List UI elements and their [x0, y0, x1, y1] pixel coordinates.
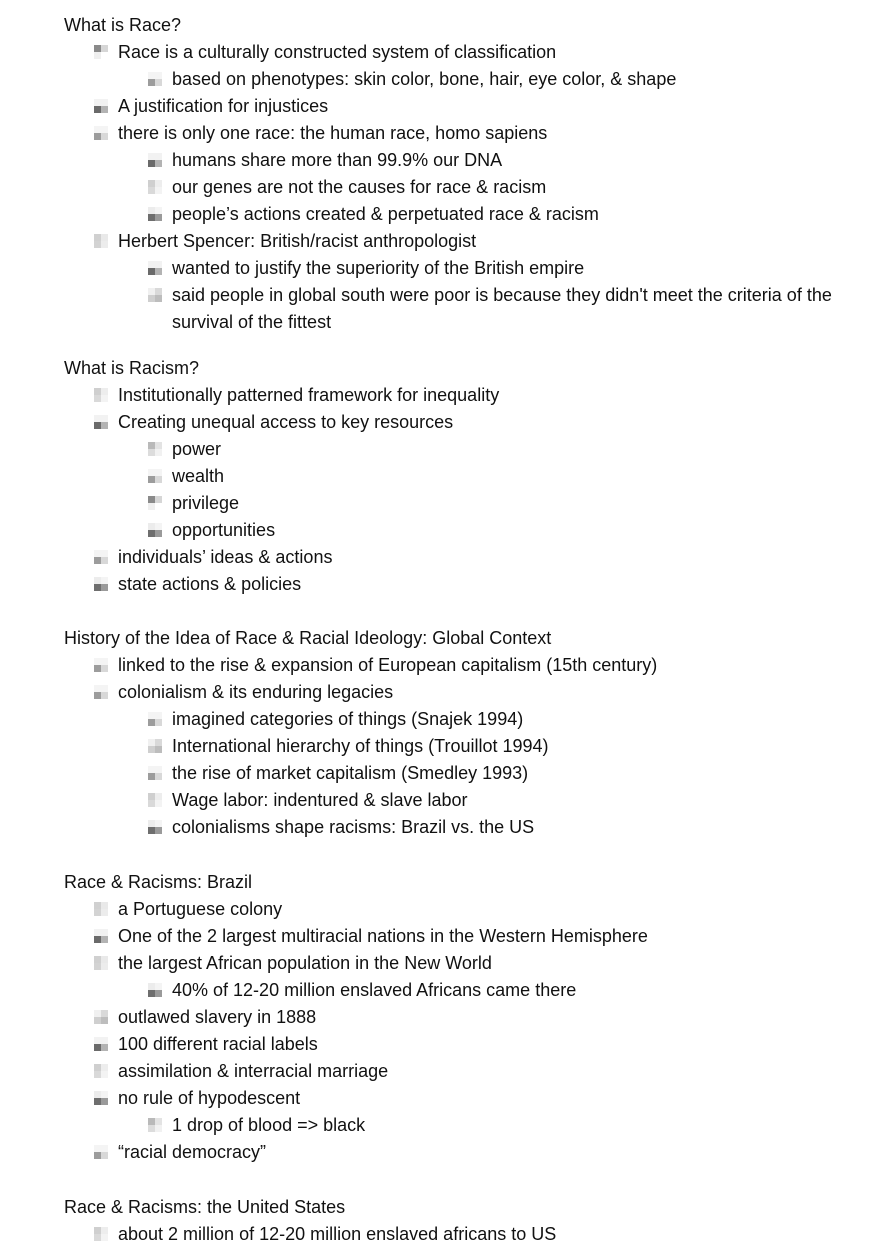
square-bullet-icon — [94, 1227, 108, 1241]
item-text: Institutionally patterned framework for inequality — [118, 385, 500, 405]
item-text: colonialism & its enduring legacies — [118, 682, 394, 702]
item-text: wealth — [172, 466, 225, 486]
item-text: assimilation & interracial marriage — [118, 1061, 389, 1081]
item-text: state actions & policies — [118, 574, 302, 594]
item-text: based on phenotypes: skin color, bone, hair, eye color, & shape — [172, 69, 677, 89]
item-text: linked to the rise & expansion of European capitalism (15th century) — [118, 655, 658, 675]
section-what-is-racism — [64, 355, 844, 598]
item-text: Creating unequal access to key resources — [118, 412, 454, 432]
square-bullet-icon — [148, 712, 162, 726]
square-bullet-icon — [94, 550, 108, 564]
square-bullet-icon — [94, 1010, 108, 1024]
square-bullet-icon — [148, 207, 162, 221]
item-text: a Portuguese colony — [118, 899, 283, 919]
sub-bullet-item — [64, 66, 844, 93]
sub-bullet-item — [64, 463, 844, 490]
square-bullet-icon — [94, 1091, 108, 1105]
bullet-item — [64, 1004, 844, 1031]
item-text: colonialisms shape racisms: Brazil vs. the US — [172, 817, 535, 837]
bullet-item — [64, 571, 844, 598]
bullet-item — [64, 1085, 844, 1112]
square-bullet-icon — [148, 469, 162, 483]
sub-bullet-item — [64, 282, 844, 336]
section-brazil — [64, 869, 844, 1166]
bullet-item — [64, 1031, 844, 1058]
sub-bullet-item — [64, 814, 844, 841]
sub-bullet-item — [64, 201, 844, 228]
bullet-item — [64, 1139, 844, 1166]
square-bullet-icon — [148, 820, 162, 834]
bullet-item — [64, 923, 844, 950]
section-history-of-race — [64, 625, 844, 841]
square-bullet-icon — [148, 523, 162, 537]
item-text: opportunities — [172, 520, 276, 540]
item-text: “racial democracy” — [118, 1142, 267, 1162]
square-bullet-icon — [148, 739, 162, 753]
section-heading: Race & Racisms: Brazil — [64, 872, 253, 892]
sub-bullet-item — [64, 147, 844, 174]
sub-bullet-item — [64, 490, 844, 517]
square-bullet-icon — [148, 983, 162, 997]
bullet-item — [64, 120, 844, 147]
item-text: no rule of hypodescent — [118, 1088, 301, 1108]
square-bullet-icon — [94, 1064, 108, 1078]
bullet-item — [64, 39, 844, 66]
item-text: 1 drop of blood => black — [172, 1115, 366, 1135]
square-bullet-icon — [94, 234, 108, 248]
square-bullet-icon — [94, 577, 108, 591]
item-text: outlawed slavery in 1888 — [118, 1007, 317, 1027]
bullet-item — [64, 679, 844, 706]
item-text: Herbert Spencer: British/racist anthropologist — [118, 231, 477, 251]
bullet-item — [64, 409, 844, 436]
sub-bullet-item — [64, 436, 844, 463]
square-bullet-icon — [148, 180, 162, 194]
bullet-item — [64, 228, 844, 255]
square-bullet-icon — [148, 153, 162, 167]
bullet-item — [64, 652, 844, 679]
item-text: 100 different racial labels — [118, 1034, 318, 1054]
section-what-is-race — [64, 12, 844, 336]
sub-bullet-item — [64, 517, 844, 544]
square-bullet-icon — [94, 415, 108, 429]
bullet-item — [64, 950, 844, 977]
square-bullet-icon — [94, 45, 108, 59]
square-bullet-icon — [94, 126, 108, 140]
square-bullet-icon — [94, 929, 108, 943]
section-heading: What is Race? — [64, 15, 182, 35]
item-text: said people in global south were poor is because they didn't meet the criteria of the survival of the fittest — [172, 285, 832, 332]
bullet-item — [64, 382, 844, 409]
square-bullet-icon — [148, 261, 162, 275]
bullet-item — [64, 1058, 844, 1085]
sub-bullet-item — [64, 1112, 844, 1139]
bullet-item — [64, 1221, 844, 1248]
section-united-states — [64, 1194, 844, 1248]
square-bullet-icon — [94, 1037, 108, 1051]
item-text: wanted to justify the superiority of the British empire — [172, 258, 585, 278]
item-text: people’s actions created & perpetuated race & racism — [172, 204, 599, 224]
sub-bullet-item — [64, 733, 844, 760]
square-bullet-icon — [94, 99, 108, 113]
item-text: individuals’ ideas & actions — [118, 547, 333, 567]
square-bullet-icon — [94, 685, 108, 699]
item-text: the rise of market capitalism (Smedley 1993) — [172, 763, 529, 783]
bullet-item — [64, 544, 844, 571]
sub-bullet-item — [64, 174, 844, 201]
item-text: One of the 2 largest multiracial nations in the Western Hemisphere — [118, 926, 648, 946]
square-bullet-icon — [148, 1118, 162, 1132]
item-text: International hierarchy of things (Trouillot 1994) — [172, 736, 549, 756]
square-bullet-icon — [94, 388, 108, 402]
square-bullet-icon — [94, 1145, 108, 1159]
sub-bullet-item — [64, 977, 844, 1004]
item-text: A justification for injustices — [118, 96, 329, 116]
square-bullet-icon — [94, 902, 108, 916]
item-text: 40% of 12-20 million enslaved Africans came there — [172, 980, 577, 1000]
item-text: about 2 million of 12-20 million enslaved africans to US — [118, 1224, 557, 1244]
square-bullet-icon — [148, 793, 162, 807]
bullet-item — [64, 896, 844, 923]
item-text: privilege — [172, 493, 240, 513]
square-bullet-icon — [148, 496, 162, 510]
item-text: Wage labor: indentured & slave labor — [172, 790, 468, 810]
sub-bullet-item — [64, 787, 844, 814]
square-bullet-icon — [148, 442, 162, 456]
section-heading: What is Racism? — [64, 358, 200, 378]
square-bullet-icon — [94, 956, 108, 970]
item-text: Race is a culturally constructed system of classification — [118, 42, 557, 62]
item-text: imagined categories of things (Snajek 1994) — [172, 709, 524, 729]
section-heading: History of the Idea of Race & Racial Ideology: Global Context — [64, 628, 552, 648]
square-bullet-icon — [148, 72, 162, 86]
item-text: power — [172, 439, 222, 459]
square-bullet-icon — [148, 766, 162, 780]
square-bullet-icon — [94, 658, 108, 672]
square-bullet-icon — [148, 288, 162, 302]
item-text: humans share more than 99.9% our DNA — [172, 150, 503, 170]
item-text: there is only one race: the human race, homo sapiens — [118, 123, 548, 143]
section-heading: Race & Racisms: the United States — [64, 1197, 346, 1217]
bullet-item — [64, 93, 844, 120]
item-text: the largest African population in the New World — [118, 953, 492, 973]
item-text: our genes are not the causes for race & racism — [172, 177, 547, 197]
sub-bullet-item — [64, 760, 844, 787]
sub-bullet-item — [64, 706, 844, 733]
sub-bullet-item — [64, 255, 844, 282]
